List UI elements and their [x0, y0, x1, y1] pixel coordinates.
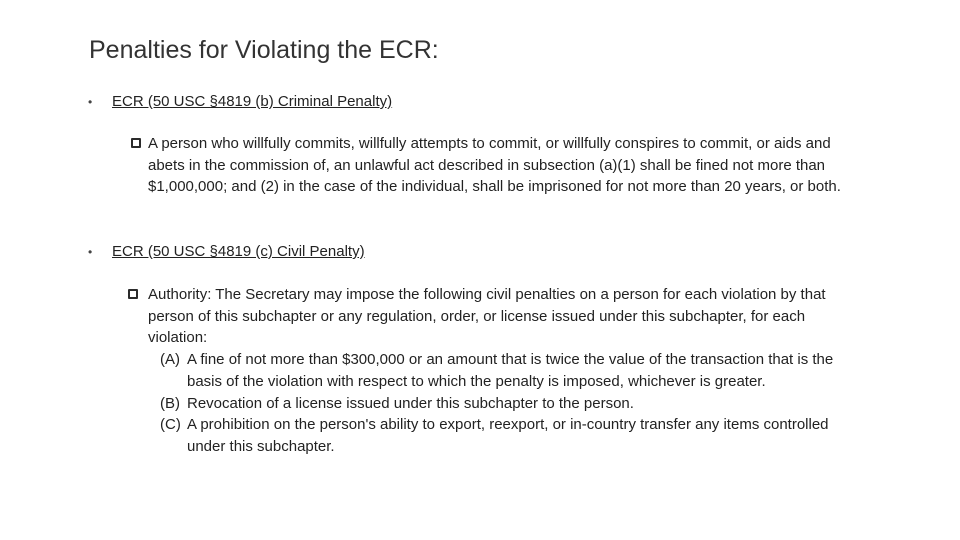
- list-marker: (B): [160, 394, 180, 412]
- square-bullet-icon: [131, 138, 141, 148]
- section-heading-criminal: ECR (50 USC §4819 (b) Criminal Penalty): [112, 93, 393, 110]
- slide-title: Penalties for Violating the ECR:: [89, 36, 439, 64]
- list-marker: (A): [160, 351, 180, 369]
- list-item-text: A fine of not more than $300,000 or an amount that is twice the value of the transaction that is the basis of the violation with respect to which the penalty is imposed, whichever is greater.: [187, 351, 834, 390]
- list-item: [160, 349, 863, 392]
- civil-penalty-item: [128, 284, 863, 458]
- bullet-dot: •: [88, 245, 93, 259]
- list-marker: (C): [160, 416, 181, 434]
- list-item-text: Revocation of a license issued under this subchapter to the person.: [187, 394, 634, 412]
- square-bullet-icon: [128, 289, 138, 299]
- list-item: [160, 393, 863, 415]
- list-item-text: A prohibition on the person's ability to export, reexport, or in-country transfer any items controlled under this subchapter.: [187, 416, 829, 455]
- civil-penalty-text: Authority: The Secretary may impose the following civil penalties on a person for each violation by that person of this subchapter or any regulation, order, or license issued under this subchapter, for each violation:: [148, 286, 826, 347]
- criminal-penalty-text: A person who willfully commits, willfully attempts to commit, or willfully conspires to commit, or aids and abets in the commission of, an unlawful act described in subsection (a)(1) shall be fined not more than $1,000,000; and (2) in the case of the individual, shall be imprisoned for not more than 20 years, or both.: [148, 135, 841, 196]
- section-heading-civil: ECR (50 USC §4819 (c) Civil Penalty): [112, 243, 365, 260]
- criminal-penalty-item: [131, 133, 871, 198]
- civil-penalty-list: [160, 349, 863, 458]
- bullet-dot: •: [88, 95, 93, 109]
- section-civil-penalty: [88, 242, 365, 262]
- list-item: [160, 414, 863, 457]
- section-criminal-penalty: [88, 92, 392, 112]
